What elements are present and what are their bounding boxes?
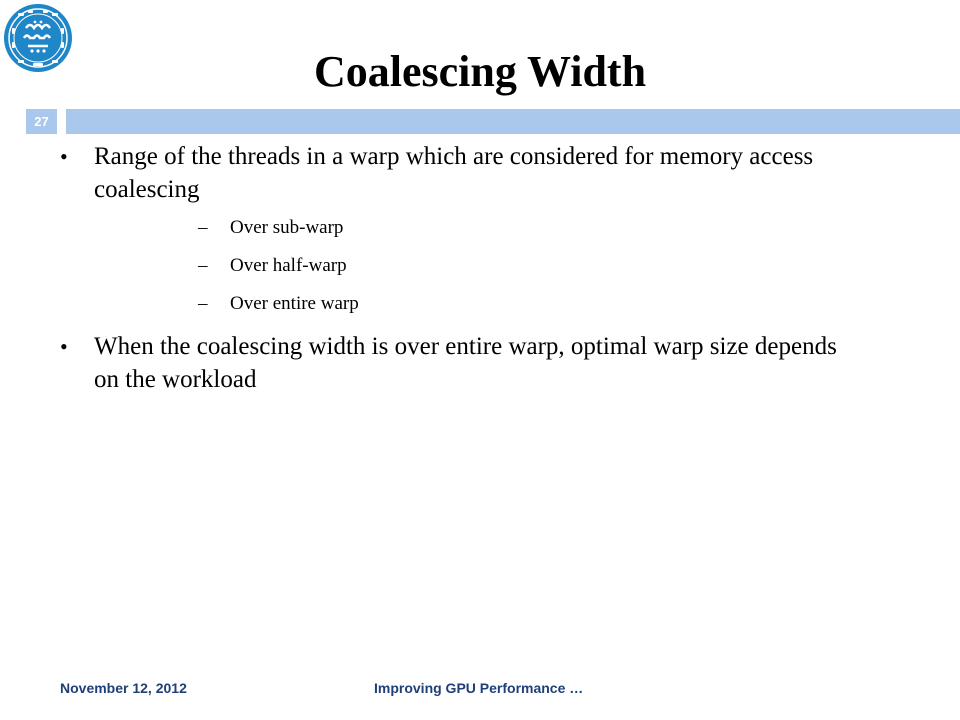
slide-number: 27 xyxy=(26,109,57,134)
sub-bullet-marker: – xyxy=(198,293,208,314)
bullet-text: Range of the threads in a warp which are considered for memory access coalescing xyxy=(94,143,814,203)
sub-bullet-item xyxy=(94,292,860,316)
sub-bullet-list xyxy=(94,216,860,316)
sub-bullet-item xyxy=(94,254,860,278)
footer-date: November 12, 2012 xyxy=(60,680,187,696)
bullet-text: When the coalescing width is over entire warp, optimal warp size depends on the workload xyxy=(94,333,837,393)
footer-presentation-title: Improving GPU Performance … xyxy=(374,680,584,696)
header-divider-bar xyxy=(66,109,960,134)
bullet-item xyxy=(0,330,960,396)
bullet-item xyxy=(0,140,960,316)
sub-bullet-item xyxy=(94,216,860,240)
sub-bullet-text: Over entire warp xyxy=(230,293,359,314)
sub-bullet-text: Over sub-warp xyxy=(230,217,344,238)
sub-bullet-text: Over half-warp xyxy=(230,255,347,276)
slide-title: Coalescing Width xyxy=(313,47,647,96)
sub-bullet-marker: – xyxy=(198,217,208,238)
bullet-list xyxy=(0,140,960,396)
sub-bullet-marker: – xyxy=(198,255,208,276)
bullet-marker: • xyxy=(60,144,68,169)
bullet-marker: • xyxy=(60,334,68,359)
